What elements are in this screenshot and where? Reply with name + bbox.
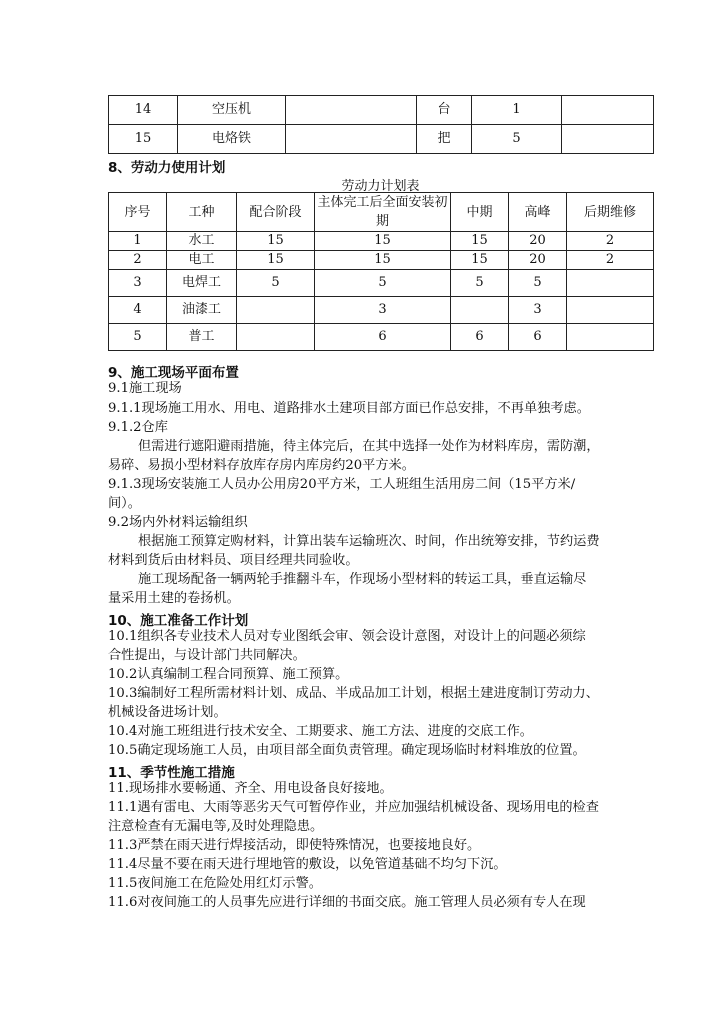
table-row [109,270,654,297]
table-cell [567,324,654,351]
table-cell: 3 [109,270,167,297]
cell-no: 15 [109,125,178,154]
table-cell: 3 [509,297,567,324]
table-cell: 4 [109,297,167,324]
table-row [109,297,654,324]
header-phase: 配合阶段 [237,193,315,232]
text-line: 9.1.1现场施工用水、用电、道路排水土建项目部方面已作总安排，不再单独考虑。 [108,401,590,416]
header-trade: 工种 [167,193,237,232]
text-line: 11.3严禁在雨天进行焊接活动，即使特殊情况，也要接地良好。 [108,838,481,853]
table-cell [567,297,654,324]
text-line: 注意检查有无漏电等,及时处理隐患。 [108,819,324,834]
table-cell: 15 [315,251,451,270]
table-cell: 5 [509,270,567,297]
table-cell: 15 [315,232,451,251]
table-cell: 水工 [167,232,237,251]
text-line: 机械设备进场计划。 [108,705,227,720]
text-line: 间）。 [108,496,141,511]
text-line: 11.6对夜间施工的人员事先应进行详细的书面交底。施工管理人员必须有专人在现 [108,895,586,910]
text-line: 9.1施工现场 [108,381,182,396]
text-line: 11.现场排水要畅通、齐全、用电设备良好接地。 [108,781,393,796]
text-line: 9.2场内外材料运输组织 [108,515,248,530]
table-cell: 15 [451,251,509,270]
table-cell: 6 [509,324,567,351]
table-cell: 电焊工 [167,270,237,297]
table-cell: 5 [315,270,451,297]
text-line: 量采用土建的卷扬机。 [108,591,240,606]
cell-unit: 台 [417,96,472,125]
table-cell: 6 [315,324,451,351]
cell-name: 空压机 [178,96,286,125]
table-cell: 15 [451,232,509,251]
text-line: 9.1.3现场安装施工人员办公用房20平方米，工人班组生活用房二间（15平方米/ [108,477,576,492]
header-mid: 中期 [451,193,509,232]
table-cell: 20 [509,232,567,251]
table-cell: 20 [509,251,567,270]
table-row [109,125,654,154]
text-line: 11.4尽量不要在雨天进行埋地管的敷设，以免管道基础不均匀下沉。 [108,857,507,872]
table-cell: 电工 [167,251,237,270]
table-cell: 普工 [167,324,237,351]
text-line: 合性提出，与设计部门共同解决。 [108,648,306,663]
table-cell: 油漆工 [167,297,237,324]
cell-qty: 1 [472,96,562,125]
table-row [109,232,654,251]
table-cell: 15 [237,251,315,270]
section-heading-9: 9、施工现场平面布置 [108,365,239,381]
header-peak: 高峰 [509,193,567,232]
text-line: 10.2认真编制工程合同预算、施工预算。 [108,667,349,682]
table-cell [451,297,509,324]
text-line: 11.1遇有雷电、大雨等恶劣天气可暂停作业，并应加强结机械设备、现场用电的检查 [108,800,599,815]
table-cell: 2 [109,251,167,270]
cell-note [562,125,654,154]
table-header-row [109,193,654,232]
section-heading-8: 8、劳动力使用计划 [108,160,226,176]
table-cell: 6 [451,324,509,351]
table-cell: 15 [237,232,315,251]
text-line: 但需进行遮阳避雨措施，待主体完后，在其中选择一处作为材料库房，需防潮， [138,439,600,454]
text-line: 9.1.2仓库 [108,420,168,435]
text-line: 材料到货后由材料员、项目经理共同验收。 [108,553,359,568]
table-cell: 5 [109,324,167,351]
text-line: 10.3编制好工程所需材料计划、成品、半成品加工计划，根据土建进度制订劳动力、 [108,686,599,701]
cell-note [562,96,654,125]
text-line: 10.1组织各专业技术人员对专业图纸会审、领会设计意图，对设计上的问题必须综 [108,629,586,644]
text-line: 11.5夜间施工在危险处用红灯示警。 [108,876,322,891]
table-cell [237,324,315,351]
equipment-table [108,95,654,154]
table-caption: 劳动力计划表 [341,179,420,194]
header-no: 序号 [109,193,167,232]
header-maintenance: 后期维修 [567,193,654,232]
table-cell: 5 [237,270,315,297]
cell-spec [286,96,417,125]
cell-no: 14 [109,96,178,125]
section-heading-11: 11、季节性施工措施 [108,765,235,781]
cell-spec [286,125,417,154]
table-row [109,324,654,351]
text-line: 根据施工预算定购材料，计算出装车运输班次、时间，作出统筹安排，节约运费 [138,534,600,549]
table-row [109,251,654,270]
table-cell: 2 [567,251,654,270]
cell-unit: 把 [417,125,472,154]
table-cell: 3 [315,297,451,324]
section-heading-10: 10、施工准备工作计划 [108,613,249,629]
table-cell: 5 [451,270,509,297]
text-line: 易碎、易损小型材料存放库存房内库房约20平方米。 [108,458,415,473]
table-cell: 1 [109,232,167,251]
cell-name: 电烙铁 [178,125,286,154]
text-line: 施工现场配备一辆两轮手推翻斗车，作现场小型材料的转运工具，垂直运输尽 [138,572,587,587]
labor-plan-table [108,192,654,351]
table-row [109,96,654,125]
table-cell [567,270,654,297]
text-line: 10.4对施工班组进行技术安全、工期要求、施工方法、进度的交底工作。 [108,724,533,739]
table-cell [237,297,315,324]
cell-qty: 5 [472,125,562,154]
text-line: 10.5确定现场施工人员，由项目部全面负责管理。确定现场临时材料堆放的位置。 [108,743,586,758]
header-initial: 主体完工后全面安装初期 [315,193,451,232]
table-cell: 2 [567,232,654,251]
